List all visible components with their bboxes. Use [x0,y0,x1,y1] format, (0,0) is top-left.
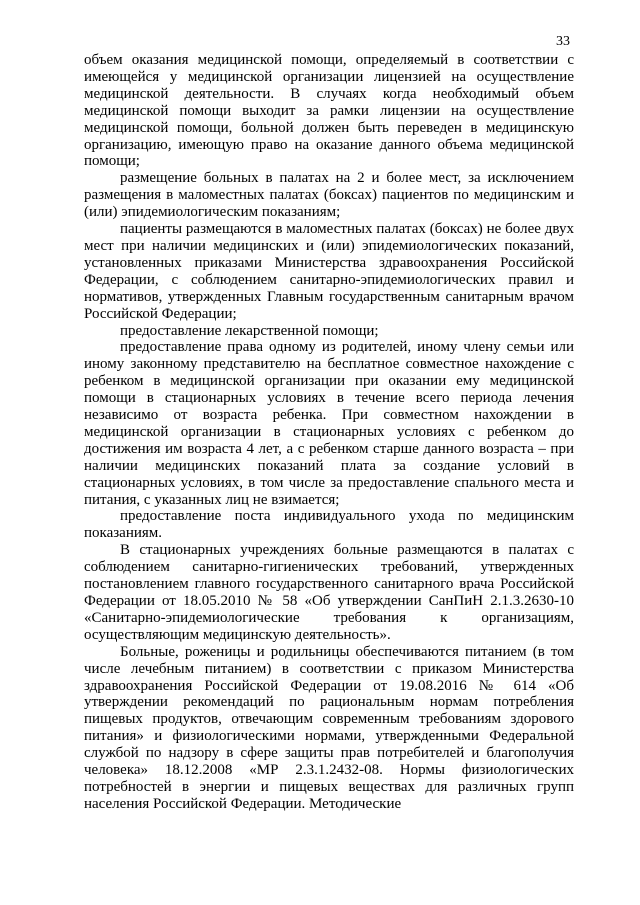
paragraph: Больные, роженицы и родильницы обеспечиваются питанием (в том числе лечебным питанием) в соответствии с приказом Министерства здравоохранения Российской Федерации от 19.08.2016 № 614 «Об утверждении рекомендаций по рациональным нормам потребления пищевых продуктов, отвечающим современным требованиям здорового питания» и физиологическими нормами, утвержденными Федеральной службой по надзору в сфере защиты прав потребителей и благополучия человека» 18.12.2008 «МР 2.3.1.2432-08. Нормы физиологических потребностей в энергии и пищевых веществах для различных групп населения Российской Федерации. Методические [84,643,574,812]
paragraph: размещение больных в палатах на 2 и более мест, за исключением размещения в маломестных палатах (боксах) пациентов по медицинским и (или) эпидемиологическим показаниям; [84,170,574,221]
paragraph: предоставление лекарственной помощи; [120,322,379,339]
paragraph: пациенты размещаются в маломестных палатах (боксах) не более двух мест при наличии медицинских и (или) эпидемиологических показаний, установленных приказами Министерства здравоохранения Российской Федерации, с соблюдением санитарно-эпидемиологических правил и нормативов, утвержденных Главным государственным санитарным врачом Российской Федерации; [84,221,574,322]
paragraph-continuation: объем оказания медицинской помощи, определяемый в соответствии с имеющейся у медицинской организации лицензией на осуществление медицинской деятельности. В случаях когда необходимый объем медицинской помощи выходит за рамки лицензии на осуществление медицинской помощи, больной должен быть переведен в медицинскую организацию, имеющую право на оказание данного объема медицинской помощи; [84,52,574,170]
paragraph: предоставление поста индивидуального ухода по медицинским показаниям. [84,508,574,542]
paragraph: предоставление права одному из родителей, иному члену семьи или иному законному представителю на бесплатное совместное нахождение с ребенком в медицинской организации при оказании ему медицинской помощи в стационарных условиях в течение всего периода лечения независимо от возраста ребенка. При совместном нахождении в медицинской организации в стационарных условиях с ребенком до достижения им возраста 4 лет, а с ребенком старше данного возраста – при наличии медицинских показаний плата за создание условий в стационарных условиях, в том числе за предоставление спального места и питания, с указанных лиц не взимается; [84,339,574,508]
page-number: 33 [556,34,570,49]
document-body [84,52,574,813]
paragraph: В стационарных учреждениях больные размещаются в палатах с соблюдением санитарно-гигиенических требований, утвержденных постановлением главного государственного санитарного врача Российской Федерации от 18.05.2010 № 58 «Об утверждении СанПиН 2.1.3.2630-10 «Санитарно-эпидемиологические требования к организациям, осуществляющим медицинскую деятельность». [84,542,574,643]
